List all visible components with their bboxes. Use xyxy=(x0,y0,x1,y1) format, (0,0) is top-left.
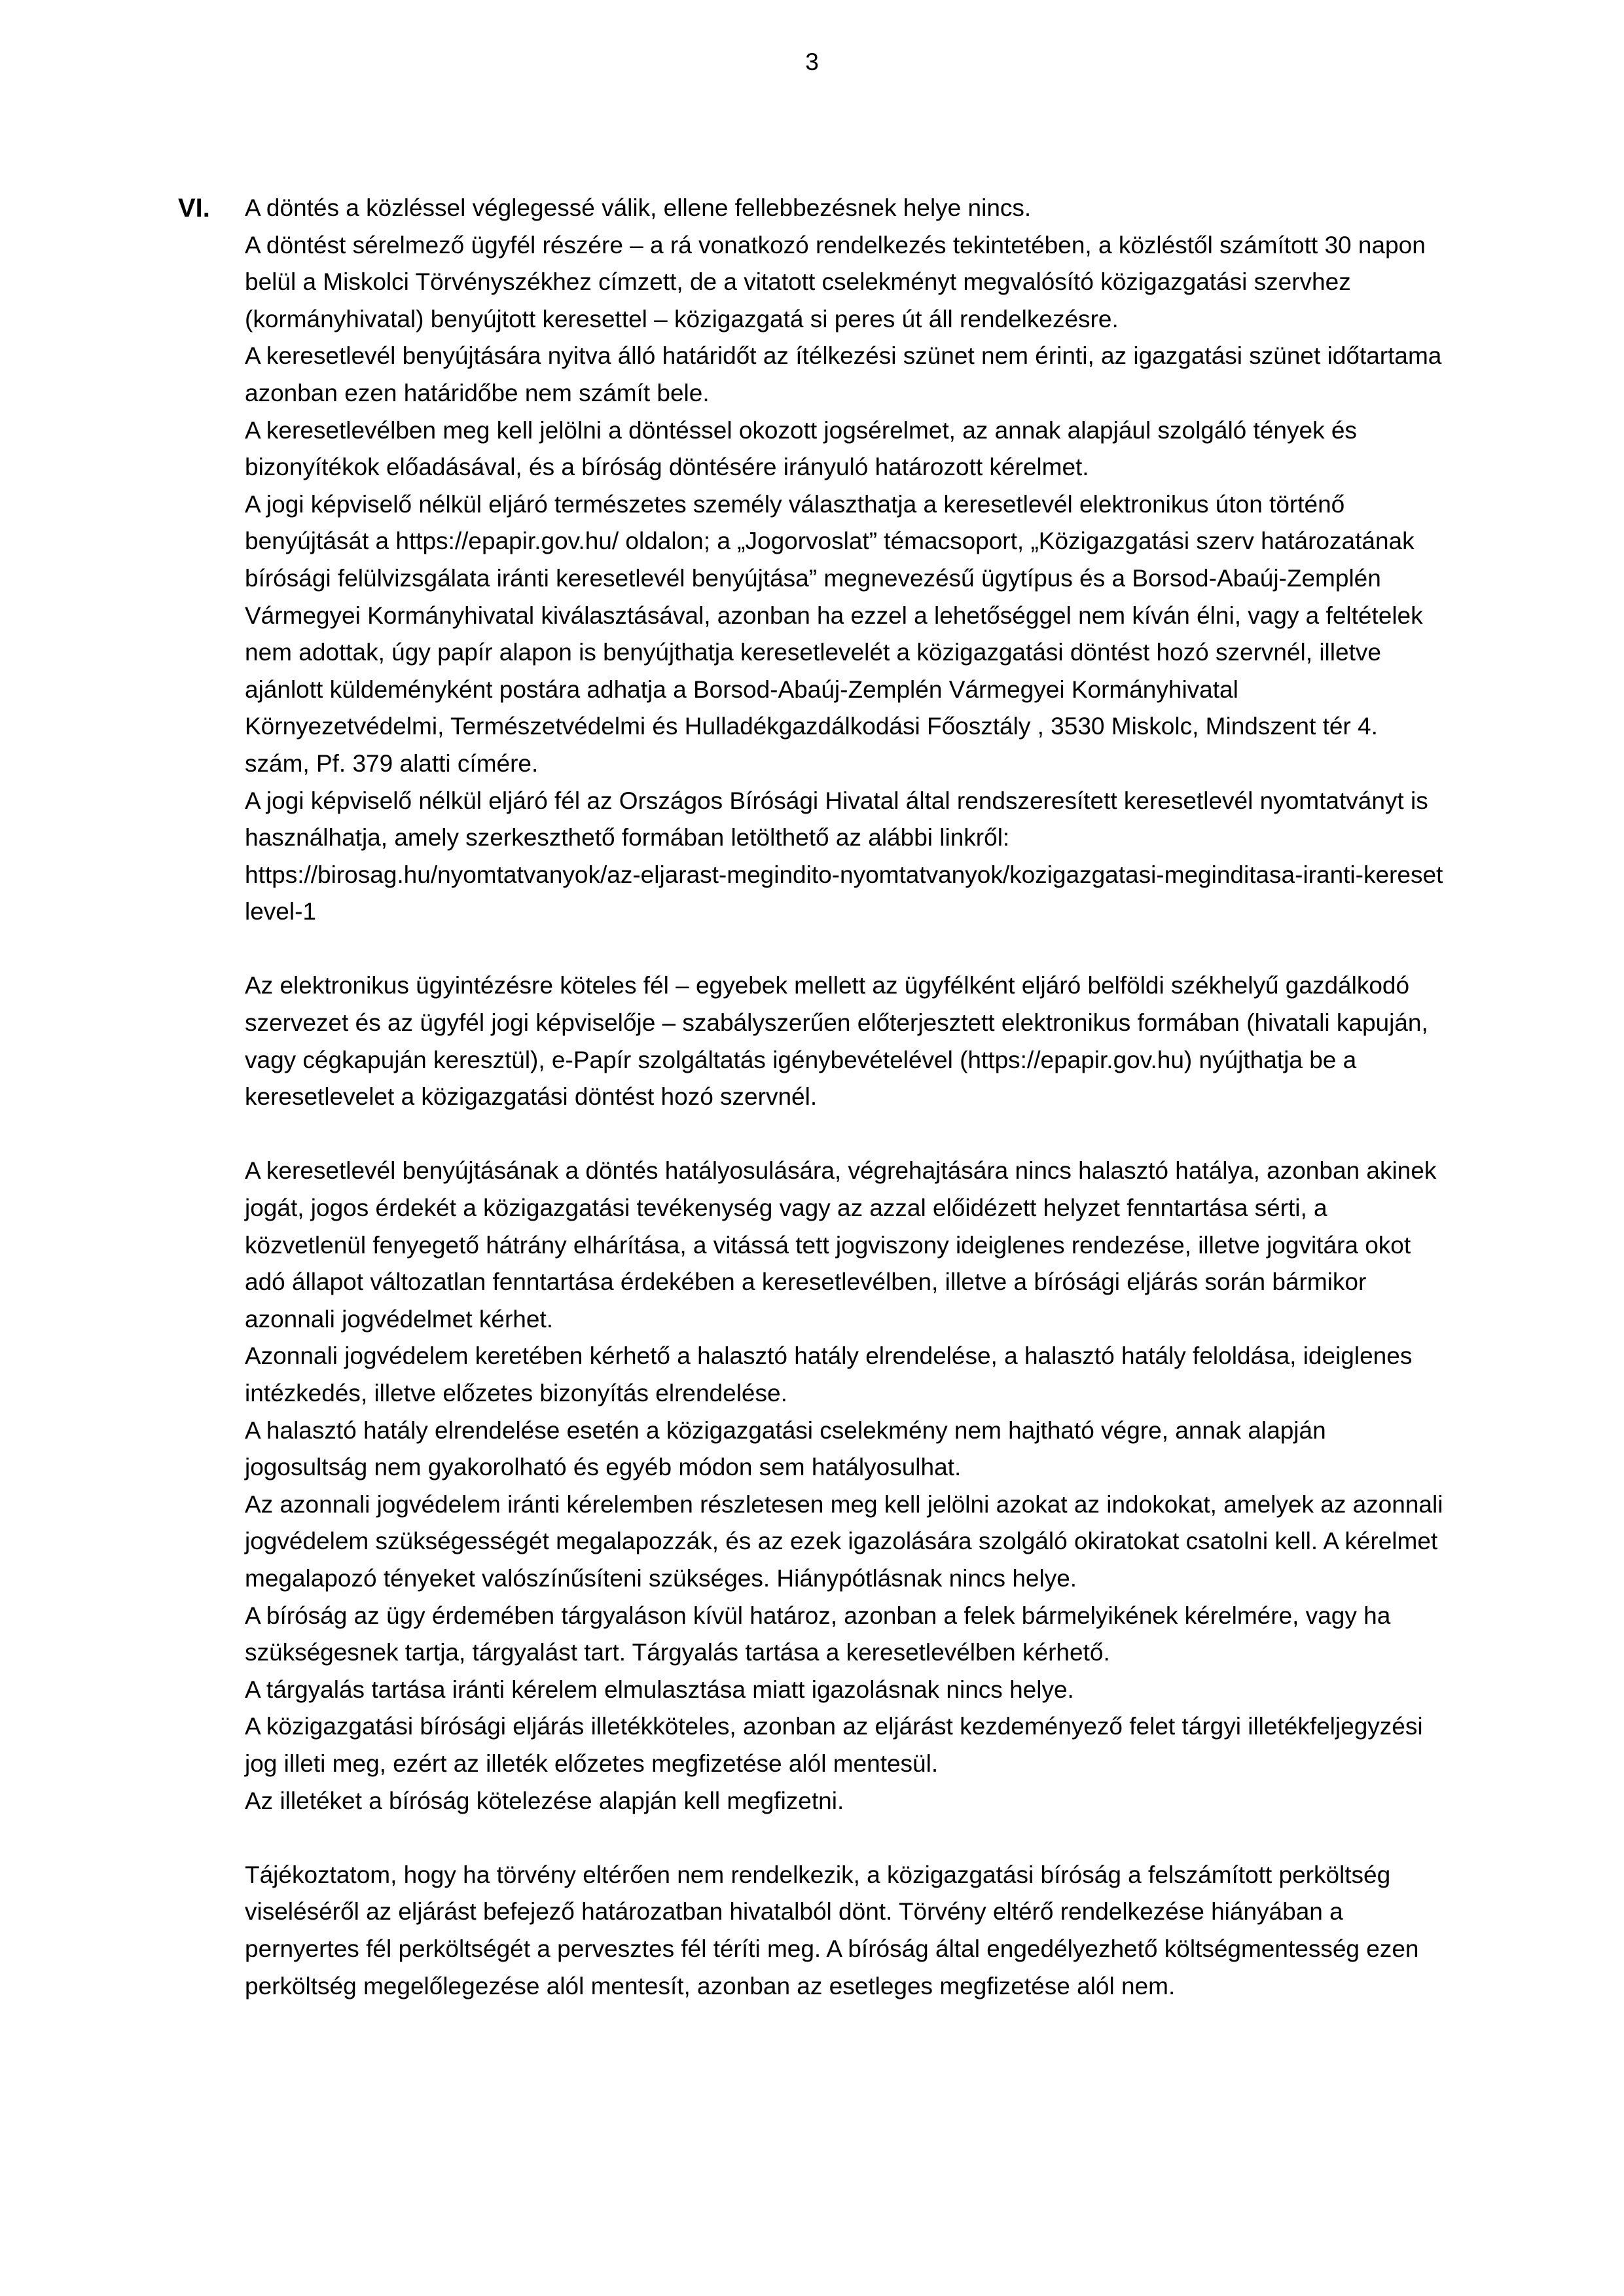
paragraph-hearing: A bíróság az ügy érdemében tárgyaláson kívül határoz, azonban a felek bármelyikének kérelmére, vagy ha szükségesnek tartja, tárgyalást tart. Tárgyalás tartása a keresetlevélben kérhető. xyxy=(245,1602,1391,1666)
paragraph-hearing-omission: A tárgyalás tartása iránti kérelem elmulasztása miatt igazolásnak nincs helye. xyxy=(245,1676,1074,1703)
section-number: VI. xyxy=(178,194,210,223)
paragraph-legal-remedy: A döntést sérelmező ügyfél részére – a rá vonatkozó rendelkezés tekintetében, a közléstől számított 30 napon belül a Miskolci Törvényszékhez címzett, de a vitatott cselekményt megvalósító közigazgatási szervhez (kormányhivatal) benyújtott keresettel – közigazgatá si peres út áll rendelkezésre. xyxy=(245,231,1426,332)
paragraph-deadline: A keresetlevél benyújtására nyitva álló határidőt az ítélkezési szünet nem érinti, az igazgatási szünet időtartama azonban ezen határidőbe nem számít bele. xyxy=(245,342,1442,406)
paragraph-suspensive-effect: A keresetlevél benyújtásának a döntés hatályosulására, végrehajtására nincs halasztó hatálya, azonban akinek jogát, jogos érdekét a közigazgatási tevékenység vagy az azzal előidézett helyzet fenntartása sérti, a közvetlenül fenyegető hátrány elhárítása, a vitássá tett jogviszony ideiglenes rendezése, illetve jogvitára okot adó állapot változatlan fenntartása érdekében a keresetlevélben, illetve a bírósági eljárás során bármikor azonnali jogvédelmet kérhet. xyxy=(245,1157,1437,1333)
paragraph-form-download: A jogi képviselő nélkül eljáró fél az Országos Bírósági Hivatal által rendszeresített keresetlevél nyomtatványt is használhatja, amely szerkeszthető formában letölthető az alábbi linkről: xyxy=(245,787,1428,852)
page-number: 3 xyxy=(805,48,819,75)
paragraph-mandatory-electronic: Az elektronikus ügyintézésre köteles fél – egyebek mellett az ügyfélként eljáró belföldi székhelyű gazdálkodó szervezet és az ügyfél jogi képviselője – szabályszerűen előterjesztett elektronikus formában (hivatali kapuján, vagy cégkapuján keresztül), e-Papír szolgáltatás igénybevételével (https://epapir.gov.hu) nyújthatja be a keresetlevelet a közigazgatási döntést hozó szervnél. xyxy=(245,972,1428,1111)
paragraph-interim-protection: Azonnali jogvédelem keretében kérhető a halasztó hatály elrendelése, a halasztó hatály feloldása, ideiglenes intézkedés, illetve előzetes bizonyítás elrendelése. xyxy=(245,1342,1413,1407)
paragraph-claim-content: A keresetlevélben meg kell jelölni a döntéssel okozott jogsérelmet, az annak alapjául szolgáló tények és bizonyítékok előadásával, és a bíróság döntésére irányuló határozott kérelmet. xyxy=(245,416,1357,481)
paragraph-electronic-submission: A jogi képviselő nélkül eljáró természetes személy választhatja a keresetlevél elektronikus úton történő benyújtását a https://epapir.gov.hu/ oldalon; a „Jogorvoslat” témacsoport, „Közigazgatási szerv határozatának bírósági felülvizsgálata iránti keresetlevél benyújtása” megnevezésű ügytípus és a Borsod-Abaúj-Zemplén Vármegyei Kormányhivatal kiválasztásával, azonban ha ezzel a lehetőséggel nem kíván élni, vagy a feltételek nem adottak, úgy papír alapon is benyújthatja keresetlevelét a közigazgatási döntést hozó szervnél, illetve ajánlott küldeményként postára adhatja a Borsod-Abaúj-Zemplén Vármegyei Kormányhivatal Környezetvédelmi, Természetvédelmi és Hulladékgazdálkodási Főosztály , 3530 Miskolc, Mindszent tér 4. szám, Pf. 379 alatti címére. xyxy=(245,490,1423,777)
document-body xyxy=(245,190,1444,2005)
paragraph-fees: A közigazgatási bírósági eljárás illetékköteles, azonban az eljárást kezdeményező felet tárgyi illetékfeljegyzési jog illeti meg, ezért az illeték előzetes megfizetése alól mentesül. xyxy=(245,1713,1423,1777)
paragraph-suspension-consequence: A halasztó hatály elrendelése esetén a közigazgatási cselekmény nem hajtható végre, annak alapján jogosultság nem gyakorolható és egyéb módon sem hatályosulhat. xyxy=(245,1416,1326,1481)
paragraph-interim-request: Az azonnali jogvédelem iránti kérelemben részletesen meg kell jelölni azokat az indokokat, amelyek az azonnali jogvédelem szükségességét megalapozzák, és az ezek igazolására szolgáló okiratokat csatolni kell. A kérelmet megalapozó tényeket valószínűsíteni szükséges. Hiánypótlásnak nincs helye. xyxy=(245,1490,1443,1592)
paragraph-fee-payment: Az illetéket a bíróság kötelezése alapján kell megfizetni. xyxy=(245,1787,844,1814)
paragraph-finality: A döntés a közléssel véglegessé válik, ellene fellebbezésnek helye nincs. xyxy=(245,194,1032,221)
paragraph-litigation-costs: Tájékoztatom, hogy ha törvény eltérően nem rendelkezik, a közigazgatási bíróság a felszámított perköltség viseléséről az eljárást befejező határozatban hivatalból dönt. Törvény eltérő rendelkezése hiányában a pernyertes fél perköltségét a pervesztes fél téríti meg. A bíróság által engedélyezhető költségmentesség ezen perköltség megelőlegezése alól mentesít, azonban az esetleges megfizetése alól nem. xyxy=(245,1861,1419,2000)
form-download-link[interactable]: https://birosag.hu/nyomtatvanyok/az-eljarast-megindito-nyomtatvanyok/kozigazgatasi-meginditasa-iranti-keresetlevel-1 xyxy=(245,861,1443,925)
